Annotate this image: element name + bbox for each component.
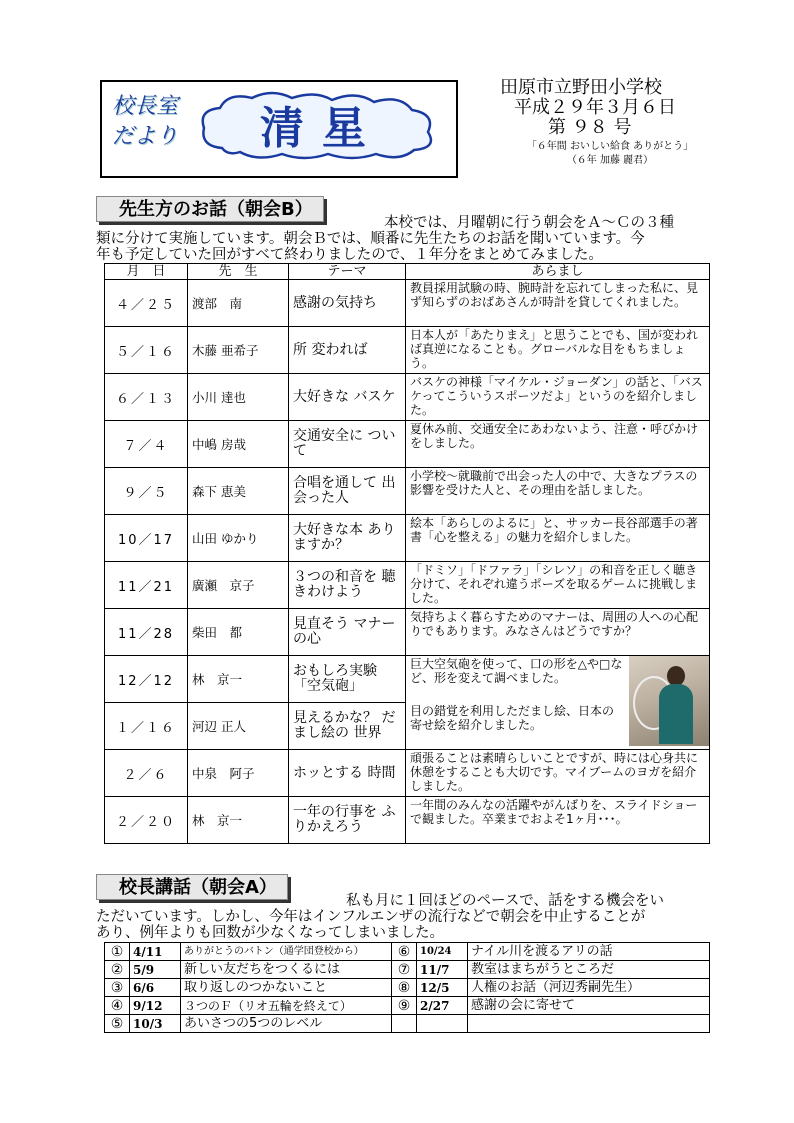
- table-row: [105, 943, 710, 961]
- talk-teacher: 河辺 正人: [188, 703, 289, 750]
- talk-date: ２／６: [105, 750, 188, 797]
- issue-date: 平成２９年３月６日: [514, 97, 676, 118]
- talk-date: 11／28: [105, 609, 188, 656]
- talk-title: あいさつの5つのレベル: [181, 1015, 392, 1033]
- principal-talks-table: [104, 942, 710, 1033]
- talk-number: [392, 1015, 417, 1033]
- talk-title: 取り返しのつかないこと: [181, 979, 392, 997]
- table-row: [105, 656, 710, 703]
- table-row: [105, 421, 710, 468]
- talk-summary: 絵本「あらしのよるに」と、サッカー長谷部選手の著書「心を整える」の魅力を紹介しました。: [406, 515, 710, 562]
- talk-number: ④: [105, 997, 130, 1015]
- talk-date: 10／17: [105, 515, 188, 562]
- talk-teacher: 廣瀬 京子: [188, 562, 289, 609]
- talk-theme: 大好きな バスケ: [289, 374, 406, 421]
- column-header: あらまし: [406, 264, 710, 280]
- table-row: [105, 997, 710, 1015]
- talk-date: 9/12: [130, 997, 181, 1015]
- column-header: 月 日: [105, 264, 188, 280]
- talk-date: 6/6: [130, 979, 181, 997]
- table-row: [105, 515, 710, 562]
- talk-summary: 教員採用試験の時、腕時計を忘れてしまった私に、見ず知らずのおばあさんが時計を貸してくれました。: [406, 280, 710, 327]
- talk-date: 11／21: [105, 562, 188, 609]
- newsletter-title: 清星: [260, 103, 384, 154]
- talk-number: ③: [105, 979, 130, 997]
- table-row: [105, 280, 710, 327]
- talk-teacher: 森下 恵美: [188, 468, 289, 515]
- talk-theme: 一年の行事を ふりかえろう: [289, 797, 406, 844]
- table-row: [105, 374, 710, 421]
- section1-intro: 本校では、月曜朝に行う朝会をＡ～Ｃの３種: [384, 215, 674, 231]
- table-row: [105, 609, 710, 656]
- section-title-principal: 校長講話（朝会A）: [96, 874, 288, 900]
- table-row: [105, 1015, 710, 1033]
- table-row: [105, 327, 710, 374]
- person-head-graphic: [667, 666, 685, 686]
- talk-title: 新しい友だちをつくるには: [181, 961, 392, 979]
- talk-date: 10/3: [130, 1015, 181, 1033]
- experiment-photo: [629, 656, 709, 746]
- talk-number: ⑦: [392, 961, 417, 979]
- dedication-author: （６年 加藤 麗君）: [566, 155, 654, 166]
- column-header: テーマ: [289, 264, 406, 280]
- teacher-talks-table: [104, 263, 710, 844]
- talk-number: ①: [105, 943, 130, 961]
- talk-summary: 目の錯覚を利用しただまし絵、日本の寄せ絵を紹介しました。: [410, 704, 615, 732]
- talk-date: 12／12: [105, 656, 188, 703]
- table-header-row: [105, 264, 710, 280]
- talk-number: ⑨: [392, 997, 417, 1015]
- talk-date: １／１６: [105, 703, 188, 750]
- talk-date: 2/27: [417, 997, 468, 1015]
- talk-teacher: 中泉 阿子: [188, 750, 289, 797]
- talk-theme: 見直そう マナーの心: [289, 609, 406, 656]
- talk-title: 感謝の会に寄せて: [468, 997, 710, 1015]
- talk-theme: 合唱を通して 出会った人: [289, 468, 406, 515]
- talk-teacher: 山田 ゆかり: [188, 515, 289, 562]
- talk-summary: 日本人が「あたりまえ」と思うことでも、国が変われば真逆になることも。グローバルな目をもちましょう。: [406, 327, 710, 374]
- talk-date: ６／１３: [105, 374, 188, 421]
- section-title-teachers: 先生方のお話（朝会B）: [96, 196, 324, 222]
- talk-theme: 所 変われば: [289, 327, 406, 374]
- talk-summary: 小学校～就職前で出会った人の中で、大きなプラスの影響を受けた人と、その理由を話しました。: [406, 468, 710, 515]
- talk-theme: ホッとする 時間: [289, 750, 406, 797]
- section2-intro: 私も月に１回ほどのペースで、話をする機会をい: [346, 893, 664, 909]
- talk-title: ナイル川を渡るアリの話: [468, 943, 710, 961]
- school-info: [500, 78, 700, 138]
- table-row: [105, 797, 710, 844]
- talk-teacher: 渡部 南: [188, 280, 289, 327]
- talk-date: 12/5: [417, 979, 468, 997]
- talk-summary: 「ドミソ」「ドファラ」「シレソ」の和音を正しく聴き分けて、それぞれ違うポーズを取るゲームに挑戦しました。: [406, 562, 710, 609]
- talk-teacher: 木藤 亜希子: [188, 327, 289, 374]
- column-header: 先 生: [188, 264, 289, 280]
- table-row: [105, 979, 710, 997]
- talk-summary: 気持ちよく暮らすためのマナーは、周囲の人への心配りでもあります。みなさんはどうですか？: [406, 609, 710, 656]
- talk-title: ありがとうのバトン（通学団登校から）: [181, 943, 392, 961]
- talk-summary: 巨大空気砲を使って、口の形を△や□など、形を変えて調べました。: [410, 657, 623, 685]
- section2-intro: ただいています。しかし、今年はインフルエンザの流行などで朝会を中止することが: [96, 909, 646, 925]
- talk-date: 4/11: [130, 943, 181, 961]
- talk-date: ２／２０: [105, 797, 188, 844]
- talk-date: 10/24: [417, 943, 468, 961]
- talk-date: 5/9: [130, 961, 181, 979]
- talk-teacher: 林 京一: [188, 656, 289, 703]
- talk-title: ３つのＦ（リオ五輪を終えて）: [181, 997, 392, 1015]
- talk-teacher: 柴田 都: [188, 609, 289, 656]
- table-row: [105, 961, 710, 979]
- talk-number: ⑧: [392, 979, 417, 997]
- talk-number: ②: [105, 961, 130, 979]
- talk-summary: バスケの神様「マイケル・ジョーダン」の話と、「バスケってこういうスポーツだよ」というのを紹介しました。: [406, 374, 710, 421]
- talk-summary-with-photo: [406, 656, 710, 750]
- talk-date: [417, 1015, 468, 1033]
- section1-intro: 年も予定していた回がすべて終わりましたので、１年分をまとめてみました。: [96, 247, 603, 263]
- talk-theme: 大好きな本 ありますか？: [289, 515, 406, 562]
- talk-summary: 夏休み前、交通安全にあわないよう、注意・呼びかけをしました。: [406, 421, 710, 468]
- talk-title: 教室はまちがうところだ: [468, 961, 710, 979]
- talk-date: ５／１６: [105, 327, 188, 374]
- talk-date: ７／４: [105, 421, 188, 468]
- talk-title: [468, 1015, 710, 1033]
- talk-date: 11/7: [417, 961, 468, 979]
- talk-summary: 一年間のみんなの活躍やがんばりを、スライドショーで観ました。卒業までおよそ1ヶ月･･･。: [406, 797, 710, 844]
- talk-date: ４／２５: [105, 280, 188, 327]
- section1-intro: 類に分けて実施しています。朝会Ｂでは、順番に先生たちのお話を聞いています。今: [96, 231, 645, 247]
- dedication: [510, 140, 710, 168]
- table-row: [105, 750, 710, 797]
- talk-date: ９／５: [105, 468, 188, 515]
- table-row: [105, 468, 710, 515]
- talk-teacher: 小川 達也: [188, 374, 289, 421]
- school-name: 田原市立野田小学校: [500, 77, 662, 98]
- talk-summary: 頑張ることは素晴らしいことですが、時には心身共に休憩をすることも大切です。マイブームのヨガを紹介しました。: [406, 750, 710, 797]
- dedication-line: 「６年間 おいしい給食 ありがとう」: [526, 141, 694, 152]
- talk-teacher: 林 京一: [188, 797, 289, 844]
- table-row: [105, 562, 710, 609]
- talk-title: 人権のお話（河辺秀嗣先生）: [468, 979, 710, 997]
- talk-number: ⑥: [392, 943, 417, 961]
- talk-number: ⑤: [105, 1015, 130, 1033]
- talk-theme: おもしろ実験 「空気砲」: [289, 656, 406, 703]
- talk-teacher: 中嶋 房哉: [188, 421, 289, 468]
- person-body-graphic: [659, 684, 693, 744]
- talk-theme: 交通安全に ついて: [289, 421, 406, 468]
- issue-number: 第 ９８ 号: [548, 117, 632, 138]
- talk-theme: 見えるかな？ だまし絵の 世界: [289, 703, 406, 750]
- logo-subtitle: 校長室だより: [112, 94, 179, 149]
- talk-theme: ３つの和音を 聴きわけよう: [289, 562, 406, 609]
- talk-theme: 感謝の気持ち: [289, 280, 406, 327]
- section2-intro: あり、例年よりも回数が少なくなってしまいました。: [96, 925, 444, 941]
